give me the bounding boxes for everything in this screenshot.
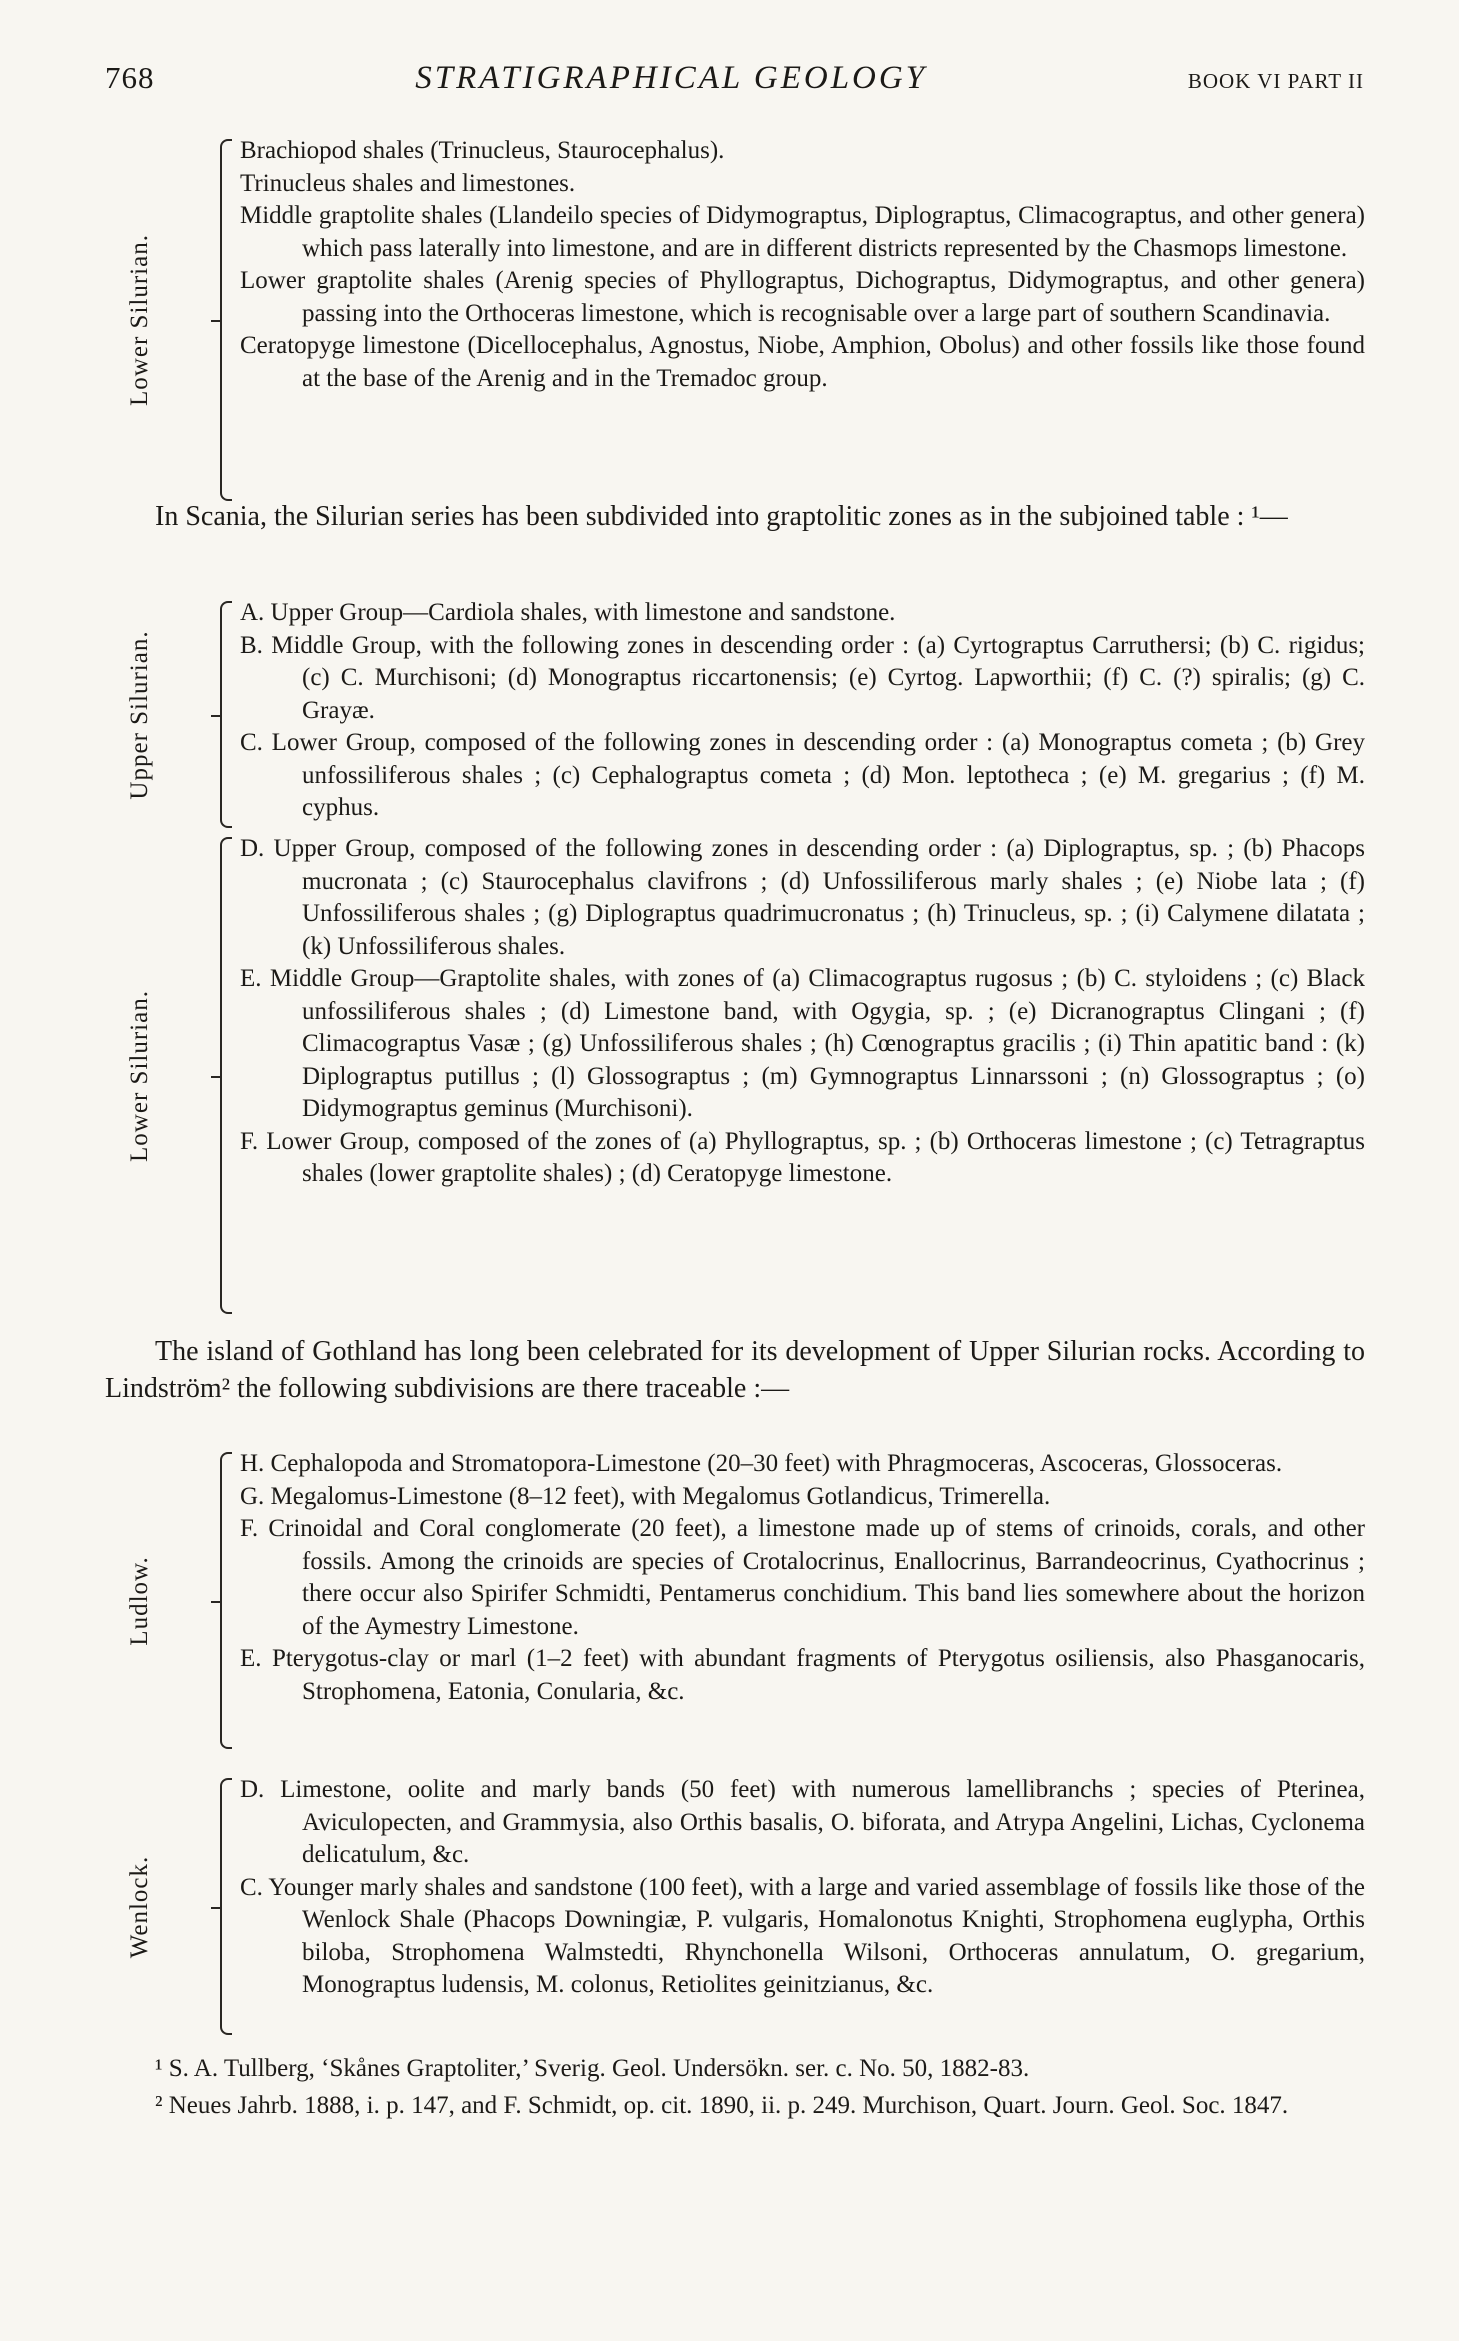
table-entry: Middle graptolite shales (Llandeilo species of Didymograptus, Diplograptus, Climacograptus, and other genera) which pass laterally into limestone, and are in different districts represented by the Chasmops limestone. <box>240 202 1365 262</box>
table-entry: Trinucleus shales and limestones. <box>240 169 576 197</box>
side-label-container <box>105 1774 175 2039</box>
side-label: Wenlock. <box>126 1855 153 1958</box>
table-content <box>240 1448 1365 1708</box>
sweden-lower-silurian-table <box>105 135 1365 505</box>
table-entry: G. Megalomus-Limestone (8–12 feet), with Megalomus Gotlandicus, Trimerella. <box>240 1482 1051 1510</box>
footnotes <box>105 2052 1365 2126</box>
side-label: Ludlow. <box>126 1555 153 1646</box>
table-entry: D. Upper Group, composed of the following zones in descending order : (a) Diplograptus, sp. ; (b) Phacops mucronata ; (c) Staurocephalus clavifrons ; (d) Unfossiliferous marly shales ; (e) Niobe lata ; (f) Unfossiliferous shales ; (g) Diplograptus quadrimucronatus ; (h) Trinucleus, sp. ; (i) Calymene dilatata ; (k) Unfossiliferous shales. <box>240 835 1365 960</box>
table-content <box>240 833 1365 1191</box>
side-label-container <box>105 1448 175 1753</box>
table-entry: C. Lower Group, composed of the following zones in descending order : (a) Monograptus cometa ; (b) Grey unfossiliferous shales ; (c) Cephalograptus cometa ; (d) Mon. leptotheca ; (e) M. gregarius ; (f) M. cyphus. <box>240 729 1365 821</box>
brace <box>220 139 232 501</box>
brace-notch <box>211 1601 221 1603</box>
scania-upper-silurian-table <box>105 597 1365 832</box>
side-label: Lower Silurian. <box>126 989 153 1162</box>
table-entry: D. Limestone, oolite and marly bands (50 feet) with numerous lamellibranchs ; species of Pterinea, Aviculopecten, and Grammysia, also Orthis basalis, O. biforata, and Atrypa Angelini, Lichas, Cyclonema delicatulum, &c. <box>240 1776 1365 1868</box>
brace-notch <box>211 715 221 717</box>
table-entry: B. Middle Group, with the following zones in descending order : (a) Cyrtograptus Carruthersi; (b) C. rigidus; (c) C. Murchisoni; (d) Monograptus riccartonensis; (e) Cyrtog. Lapworthii; (f) C. (?) spiralis; (g) C. Grayæ. <box>240 631 1365 724</box>
table-content <box>240 135 1365 395</box>
table-entry: F. Crinoidal and Coral conglomerate (20 feet), a limestone made up of stems of crinoids, corals, and other fossils. Among the crinoids are species of Crotalocrinus, Enallocrinus, Barrandeocrinus, Cyathocrinus ; there occur also Spirifer Schmidti, Pentamerus conchidium. This band lies somewhere about the horizon of the Aymestry Limestone. <box>240 1515 1365 1640</box>
paragraph-scania: In Scania, the Silurian series has been subdivided into graptolitic zones as in the subjoined table : ¹— <box>155 501 1288 532</box>
page-header <box>105 60 1364 100</box>
table-entry: E. Pterygotus-clay or marl (1–2 feet) with abundant fragments of Pterygotus osiliensis, also Phasganocaris, Strophomena, Eatonia, Conularia, &c. <box>240 1645 1365 1705</box>
book-part: BOOK VI PART II <box>1187 69 1364 93</box>
brace-notch <box>211 1076 221 1078</box>
table-entry: Ceratopyge limestone (Dicellocephalus, Agnostus, Niobe, Amphion, Obolus) and other fossils like those found at the base of the Arenig and in the Tremadoc group. <box>240 332 1365 392</box>
footnote: ¹ S. A. Tullberg, ‘Skånes Graptoliter,’ Sverig. Geol. Undersökn. ser. c. No. 50, 1882-83. <box>155 2055 1030 2082</box>
brace-notch <box>211 320 221 322</box>
side-label-container <box>105 135 175 505</box>
brace <box>220 601 232 828</box>
paragraph-gothland: The island of Gothland has long been celebrated for its development of Upper Silurian rocks. According to Lindström² the following subdivisions are there traceable :— <box>105 1336 1365 1404</box>
side-label: Upper Silurian. <box>126 629 153 800</box>
footnote: ² Neues Jahrb. 1888, i. p. 147, and F. Schmidt, op. cit. 1890, ii. p. 249. Murchison, Quart. Journ. Geol. Soc. 1847. <box>155 2092 1289 2119</box>
table-content <box>240 597 1365 825</box>
side-label-container <box>105 833 175 1318</box>
table-entry: C. Younger marly shales and sandstone (100 feet), with a large and varied assemblage of fossils like those of the Wenlock Shale (Phacops Downingiæ, P. vulgaris, Homalonotus Knighti, Strophomena euglypha, Orthis biloba, Strophomena Walmstedti, Rhynchonella Wilsoni, Orthoceras annulatum, O. gregarium, Monograptus ludensis, M. colonus, Retiolites geinitzianus, &c. <box>240 1873 1365 1998</box>
side-label: Lower Silurian. <box>126 234 153 406</box>
table-entry: F. Lower Group, composed of the zones of (a) Phyllograptus, sp. ; (b) Orthoceras limestone ; (c) Tetragraptus shales (lower graptolite shales) ; (d) Ceratopyge limestone. <box>240 1127 1365 1187</box>
brace <box>220 837 232 1314</box>
running-title: STRATIGRAPHICAL GEOLOGY <box>415 60 928 96</box>
table-entry: H. Cephalopoda and Stromatopora-Limestone (20–30 feet) with Phragmoceras, Ascoceras, Glossoceras. <box>240 1450 1283 1477</box>
table-entry: E. Middle Group—Graptolite shales, with zones of (a) Climacograptus rugosus ; (b) C. styloidens ; (c) Black unfossiliferous shales ; (d) Limestone band, with Ogygia, sp. ; (e) Dicranograptus Clingani ; (f) Climacograptus Vasæ ; (g) Unfossiliferous shales ; (h) Cœnograptus gracilis ; (i) Thin apatitic band : (k) Diplograptus putillus ; (l) Glossograptus ; (m) Gymnograptus Linnarssoni ; (n) Glossograptus ; (o) Didymograptus geminus (Murchisoni). <box>240 965 1365 1122</box>
brace <box>220 1778 232 2035</box>
side-label-container <box>105 597 175 832</box>
scania-lower-silurian-table <box>105 833 1365 1318</box>
table-entry: Lower graptolite shales (Arenig species of Phyllograptus, Dichograptus, Didymograptus, and other genera) passing into the Orthoceras limestone, which is recognisable over a large part of southern Scandinavia. <box>240 267 1365 327</box>
table-entry: Brachiopod shales (Trinucleus, Staurocephalus). <box>240 137 725 164</box>
gothland-wenlock-table <box>105 1774 1365 2039</box>
page-number: 768 <box>105 60 155 95</box>
brace <box>220 1452 232 1749</box>
brace-notch <box>211 1907 221 1909</box>
gothland-ludlow-table <box>105 1448 1365 1753</box>
table-entry: A. Upper Group—Cardiola shales, with limestone and sandstone. <box>240 599 896 626</box>
table-content <box>240 1774 1365 2002</box>
